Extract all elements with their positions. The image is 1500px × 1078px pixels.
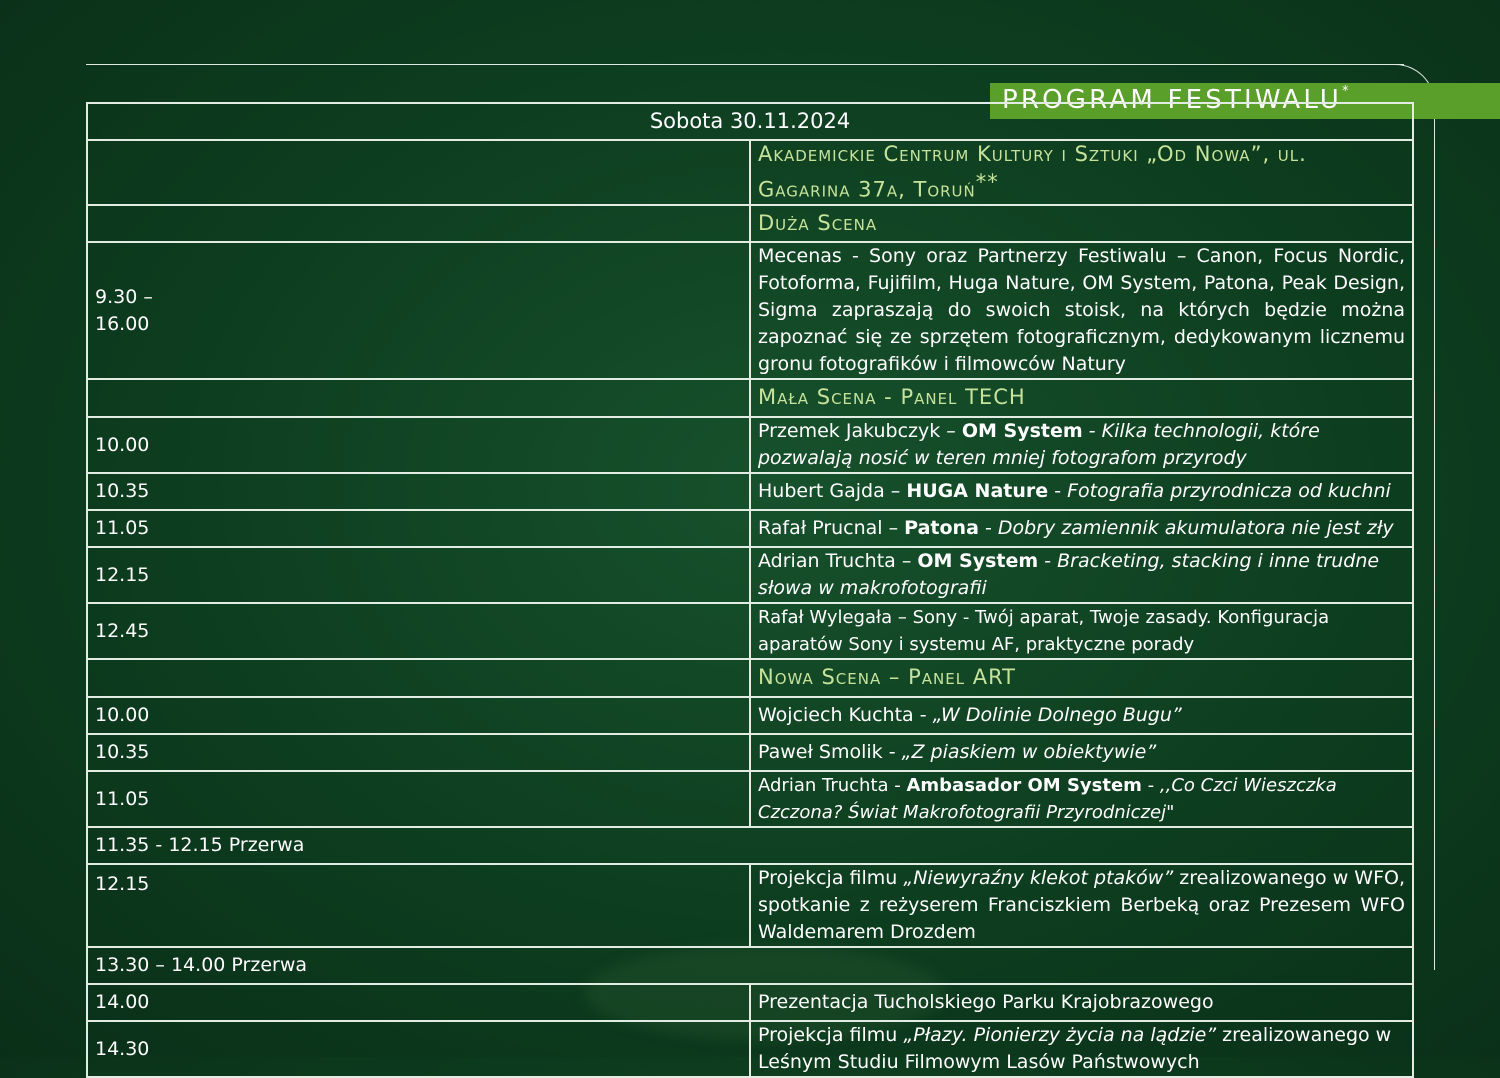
stage-heading-duza: Duża Scena — [750, 205, 1413, 242]
venue-footnote-mark: ** — [975, 170, 999, 194]
talk-title: „W Dolinie Dolnego Bugu” — [932, 704, 1182, 727]
schedule-row — [87, 984, 1413, 1021]
brand-name: Patona — [904, 517, 979, 540]
time-cell: 12.45 — [87, 603, 750, 659]
event-cell: Paweł Smolik - „Z piaskiem w obiektywie” — [750, 734, 1413, 771]
brand-name: OM System — [961, 420, 1083, 443]
stage-heading-row — [87, 379, 1413, 417]
event-cell: Rafał Prucnal – Patona - Dobry zamiennik akumulatora nie jest zły — [750, 510, 1413, 547]
event-cell: Hubert Gajda – HUGA Nature - Fotografia przyrodnicza od kuchni — [750, 473, 1413, 510]
stage-heading-row — [87, 659, 1413, 697]
time-cell: 14.00 — [87, 984, 750, 1021]
event-description: Mecenas - Sony oraz Partnerzy Festiwalu – Canon, Focus Nordic, Fotoforma, Fujifilm, Huga Nature, OM System, Patona, Peak Design, Sigma zapraszają do swoich stoisk, na których będzie można zapoznać się ze sprzętem fotograficznym, dedykowanym licznemu gronu fotografików i filmowców Natury — [750, 242, 1413, 379]
break-text: 13.30 – 14.00 Przerwa — [87, 947, 1413, 984]
event-cell: Projekcja filmu „Niewyraźny klekot ptaków” zrealizowanego w WFO, spotkanie z reżyserem Franciszkiem Berbeką oraz Prezesem WFO Waldemarem Drozdem — [750, 864, 1413, 947]
time-cell-empty — [87, 659, 750, 697]
time-cell: 12.15 — [87, 864, 750, 947]
break-text: 11.35 - 12.15 Przerwa — [87, 827, 1413, 864]
event-cell: Prezentacja Tucholskiego Parku Krajobrazowego — [750, 984, 1413, 1021]
event-cell: Przemek Jakubczyk – OM System - Kilka technologii, które pozwalają nosić w teren mniej fotografom przyrody — [750, 417, 1413, 473]
talk-title: ,,Co Czci Wieszczka Czczona? Świat Makrofotografii Przyrodniczej" — [758, 775, 1337, 824]
event-cell: Projekcja filmu „Płazy. Pionierzy życia na lądzie” zrealizowanego w Leśnym Studiu Filmowym Lasów Państwowych — [750, 1021, 1413, 1077]
stage-heading-row — [87, 205, 1413, 242]
break-row — [87, 827, 1413, 864]
film-title: „Płazy. Pionierzy życia na lądzie” — [903, 1024, 1217, 1047]
event-cell: Adrian Truchta - Ambasador OM System - ,,Co Czci Wieszczka Czczona? Świat Makrofotografii Przyrodniczej" — [750, 771, 1413, 827]
brand-name: Ambasador OM System — [906, 775, 1142, 797]
talk-title: Dobry zamiennik akumulatora nie jest zły — [997, 517, 1394, 540]
schedule-row — [87, 510, 1413, 547]
time-cell: 12.15 — [87, 547, 750, 603]
time-cell: 14.30 — [87, 1021, 750, 1077]
schedule-row — [87, 473, 1413, 510]
schedule-row — [87, 864, 1413, 947]
time-cell-empty — [87, 205, 750, 242]
venue-name: Akademickie Centrum Kultury i Sztuki „Od Nowa”, ul. Gagarina 37a, Toruń — [758, 142, 1307, 202]
time-range-text: 9.30 – — [95, 285, 153, 308]
time-cell: 10.00 — [87, 697, 750, 734]
time-cell: 10.35 — [87, 473, 750, 510]
venue-row — [87, 140, 1413, 205]
event-cell: Wojciech Kuchta - „W Dolinie Dolnego Bugu” — [750, 697, 1413, 734]
film-title: „Niewyraźny klekot ptaków” — [903, 867, 1174, 890]
time-cell: 10.00 — [87, 417, 750, 473]
frame-right-line — [1434, 100, 1435, 970]
event-cell: Rafał Wylegała – Sony - Twój aparat, Twoje zasady. Konfiguracja aparatów Sony i systemu AF, praktyczne porady — [750, 603, 1413, 659]
time-cell-empty — [87, 140, 750, 205]
brand-name: HUGA Nature — [906, 480, 1049, 503]
talk-title: „Z piaskiem w obiektywie” — [901, 741, 1157, 764]
schedule-row — [87, 417, 1413, 473]
schedule-row — [87, 1021, 1413, 1077]
schedule-row — [87, 547, 1413, 603]
event-cell: Adrian Truchta – OM System - Bracketing, stacking i inne trudne słowa w makrofotografii — [750, 547, 1413, 603]
time-cell: 11.05 — [87, 771, 750, 827]
brand-name: OM System — [917, 550, 1039, 573]
stage-heading-mala: Mała Scena - Panel TECH — [750, 379, 1413, 417]
schedule-row — [87, 242, 1413, 379]
time-cell — [87, 242, 750, 379]
talk-title: Bracketing, stacking i inne trudne słowa w makrofotografii — [758, 550, 1380, 600]
day-title: Sobota 30.11.2024 — [87, 103, 1413, 140]
schedule-row — [87, 734, 1413, 771]
time-cell-empty — [87, 379, 750, 417]
time-cell: 10.35 — [87, 734, 750, 771]
schedule-row — [87, 697, 1413, 734]
banner-footnote-mark: * — [1341, 84, 1349, 99]
venue-cell — [750, 140, 1413, 205]
talk-title: Kilka technologii, które pozwalają nosić w teren mniej fotografom przyrody — [758, 420, 1320, 470]
program-table — [86, 102, 1414, 1078]
schedule-row — [87, 771, 1413, 827]
stage-heading-nowa: Nowa Scena – Panel ART — [750, 659, 1413, 697]
time-cell: 11.05 — [87, 510, 750, 547]
banner-title: PROGRAM FESTIWALU* — [1002, 84, 1349, 115]
schedule-row — [87, 603, 1413, 659]
day-row — [87, 103, 1413, 140]
time-range-end-text: 16.00 — [95, 312, 150, 335]
break-row — [87, 947, 1413, 984]
frame-top-line — [86, 64, 1404, 65]
talk-title: Fotografia przyrodnicza od kuchni — [1067, 480, 1391, 503]
